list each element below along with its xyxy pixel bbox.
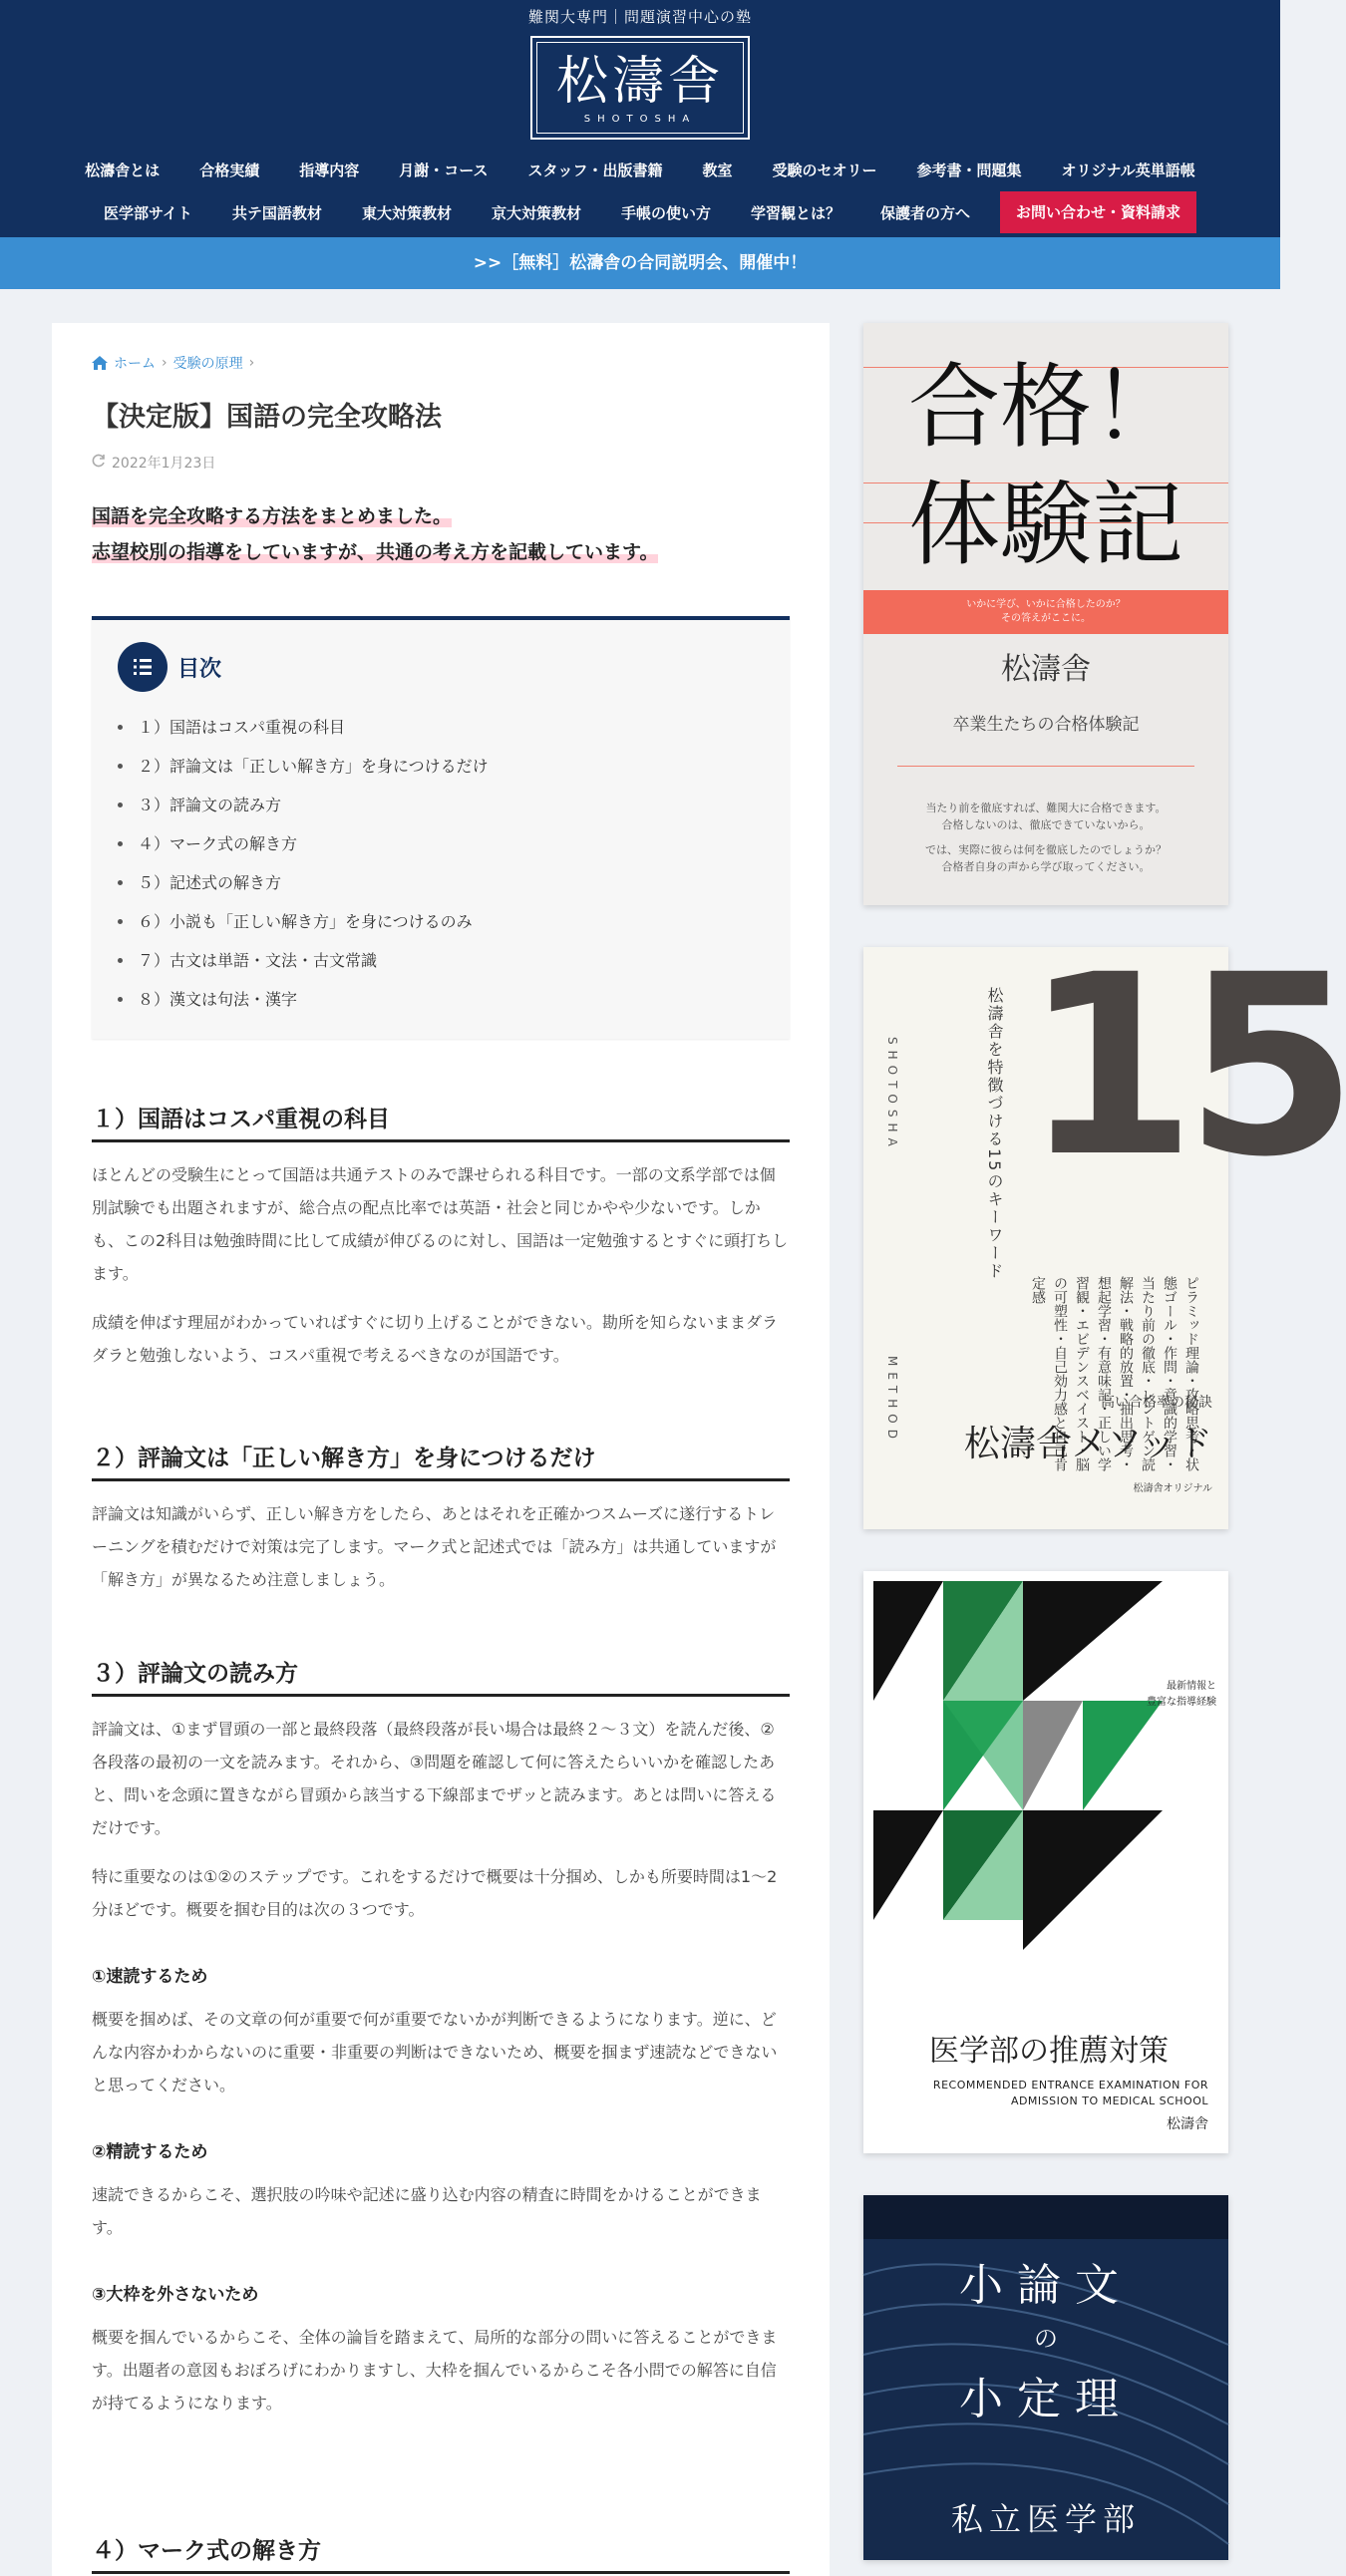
logo-main-text: 松濤舎 — [555, 51, 724, 112]
nav-item-planner[interactable]: 手帳の使い方 — [620, 203, 711, 222]
section-heading: ４）マーク式の解き方 — [92, 2532, 790, 2574]
book-banner-method[interactable] — [863, 921, 1346, 1529]
section-heading: ２）評論文は「正しい解き方」を身につけるだけ — [92, 1440, 790, 1481]
book2-number: 15 — [1023, 921, 1346, 1211]
book3-news-line: 最新情報と — [1167, 1681, 1216, 1692]
site-logo[interactable] — [530, 36, 750, 140]
sub-heading: ②精読するため — [92, 2142, 208, 2162]
nav-item-fees[interactable]: 月謝・コース — [399, 161, 489, 179]
nav-item-vocab[interactable]: オリジナル英単語帳 — [1061, 161, 1195, 179]
section-heading: ３）評論文の読み方 — [92, 1655, 790, 1697]
toc-item[interactable]: ２）評論文は「正しい解き方」を身につけるだけ — [138, 757, 489, 776]
book2-name: 松濤舎メソッド — [963, 1424, 1212, 1464]
site-tagline: 難関大専門｜問題演習中心の塾 — [527, 8, 752, 26]
book1-band-line1: いかに学び、いかに合格したのか？ — [966, 599, 1126, 610]
logo-sub-text: SHOTOSHA — [583, 113, 697, 125]
book-banner-medical-recommendation[interactable] — [863, 1571, 1228, 2153]
book3-publisher: 松濤舎 — [1167, 2116, 1208, 2132]
paragraph: 評論文は知識がいらず、正しい解き方をしたら、あとはそれを正確かつスムーズに遂行するトレーニングを積むだけで対策は完了します。マーク式と記述式では「読み方」は共通していますが「解き方」が異なるため注意しましょう。 — [92, 1504, 777, 1589]
paragraph: 成績を伸ばす理屈がわかっていればすぐに切り上げることができない。勘所を知らないままダラダラと勉強しないよう、コスパ重視で考えるべきなのが国語です。 — [92, 1313, 779, 1365]
article-card — [52, 323, 830, 2576]
section-heading: １）国語はコスパ重視の科目 — [92, 1101, 790, 1142]
list-icon — [118, 642, 168, 692]
section-1 — [92, 1101, 790, 1372]
book-banner-success-stories[interactable] — [863, 323, 1228, 905]
lead-line-1: 国語を完全攻略する方法をまとめました。 — [92, 505, 453, 527]
update-icon — [92, 454, 106, 472]
book1-subtitle: 卒業生たちの合格体験記 — [952, 715, 1140, 735]
global-nav-row-1 — [0, 152, 1280, 187]
lead-line-2: 志望校別の指導をしていますが、共通の考え方を記載しています。 — [92, 541, 659, 563]
toc-item[interactable]: １）国語はコスパ重視の科目 — [138, 718, 346, 737]
home-icon — [92, 356, 108, 370]
book1-title-line1: 合格！ — [907, 354, 1183, 461]
book2-side-bottom: METHOD — [885, 1356, 899, 1445]
book1-name: 松濤舎 — [1001, 652, 1091, 687]
nav-item-todai[interactable]: 東大対策教材 — [361, 203, 452, 222]
book1-band-line2: その答えがここに。 — [1001, 613, 1091, 624]
nav-item-about[interactable]: 松濤舎とは — [85, 161, 161, 179]
nav-item-kyodai[interactable]: 京大対策教材 — [491, 203, 581, 222]
paragraph: 評論文は、①まず冒頭の一部と最終段落（最終段落が長い場合は最終２〜３文）を読んだ後、②各段落の最初の一文を読みます。それから、③問題を確認して何に答えたらいいかを確認したあと、問いを念頭に置きながら冒頭から該当する下線部までザッと読みます。あとは問いに答えるだけです。 — [92, 1720, 777, 1837]
article-date — [92, 453, 215, 473]
book3-news-line: 豊富な指導経験 — [1147, 1697, 1216, 1708]
book4-line1: 小論文 — [959, 2260, 1133, 2311]
book3-en-line: ADMISSION TO MEDICAL SCHOOL — [1010, 2094, 1208, 2107]
nav-item-books[interactable]: 参考書・問題集 — [916, 161, 1022, 179]
toc-item[interactable]: ５）記述式の解き方 — [138, 873, 282, 892]
toc-title: 目次 — [177, 656, 222, 682]
book1-band — [863, 590, 1228, 634]
book1-text-line: では、実際に彼らは何を徹底したのでしょうか？ — [925, 843, 1167, 856]
toc-item[interactable]: ６）小説も「正しい解き方」を身につけるのみ — [138, 912, 473, 931]
book4-line3: 小定理 — [959, 2374, 1133, 2424]
nav-item-classroom[interactable]: 教室 — [702, 161, 733, 179]
section-3 — [92, 1655, 790, 2419]
book2-vertical-title: 松濤舎を特徴づける15のキーワード — [985, 987, 1004, 1281]
section-2 — [92, 1440, 790, 1596]
book1-text-line: 合格しないのは、徹底できていないから。 — [941, 818, 1151, 831]
paragraph: 特に重要なのは①②のステップです。これをするだけで概要は十分掴め、しかも所要時間は1〜2分ほどです。概要を掴む目的は次の３つです。 — [92, 1867, 778, 1919]
sub-heading: ①速読するため — [92, 1967, 208, 1987]
book2-keywords: ピラミッド理論・攻略思考・状態ゴール・作問・意識的学習・当たり前の徹底・レントゲン読解法・戦略的放置・抽出思考・想起学習・有意味記・正しい学習観・エビデンスベイスト・脳の可塑性・自己効力感と自己肯定感 — [1030, 1276, 1199, 1471]
book3-title: 医学部の推薦対策 — [929, 2034, 1169, 2069]
toc-item[interactable]: ８）漢文は句法・漢字 — [138, 990, 298, 1009]
paragraph: 速読できるからこそ、選択肢の吟味や記述に盛り込む内容の精査に時間をかけることができます。 — [92, 2185, 762, 2237]
global-nav-row-2 — [0, 191, 1280, 233]
nav-item-kyotest-japanese[interactable]: 共テ国語教材 — [231, 203, 322, 222]
book2-side-top: SHOTOSHA — [885, 1037, 899, 1152]
nav-item-learning-view[interactable]: 学習観とは？ — [750, 203, 841, 222]
book4-line2: の — [1034, 2325, 1058, 2353]
book4-line4: 私立医学部 — [950, 2500, 1141, 2538]
table-of-contents — [92, 616, 790, 1039]
book2-small: 高い合格率の秘訣 — [1101, 1395, 1212, 1411]
nav-item-medical[interactable]: 医学部サイト — [103, 203, 192, 222]
book1-text — [863, 800, 1228, 875]
article-title: 【決定版】国語の完全攻略法 — [92, 402, 442, 433]
book3-pattern — [863, 1571, 1228, 1990]
site-header — [0, 0, 1280, 237]
book1-text-line: 当たり前を徹底すれば、難関大に合格できます。 — [925, 802, 1167, 814]
book1-title-line2: 体験記 — [907, 472, 1183, 578]
nav-item-results[interactable]: 合格実績 — [199, 161, 260, 179]
article-date-text: 2022年1月23日 — [112, 456, 216, 472]
breadcrumb — [92, 353, 254, 373]
contact-button[interactable]: お問い合わせ・資料請求 — [1000, 191, 1196, 233]
book1-text-line: 合格者自身の声から学び取ってください。 — [941, 860, 1151, 873]
paragraph: 概要を掴めば、その文章の何が重要で何が重要でないかが判断できるようになります。逆に、どんな内容かわからないのに重要・非重要の判断はできないため、概要を掴まず速読などできないと思ってください。 — [92, 2010, 778, 2094]
notice-banner[interactable]: >>［無料］松濤舎の合同説明会、開催中！ — [0, 237, 1280, 289]
book-banner-essay[interactable] — [863, 2195, 1228, 2560]
breadcrumb-category[interactable]: 受験の原理 — [172, 356, 243, 372]
toc-list — [118, 708, 489, 1019]
breadcrumb-separator: › — [248, 355, 255, 371]
breadcrumb-home[interactable]: ホーム — [114, 356, 156, 372]
nav-item-teaching[interactable]: 指導内容 — [299, 161, 360, 179]
book2-original: 松濤舎オリジナル — [1133, 1483, 1212, 1494]
article-lead — [92, 498, 790, 570]
paragraph: 概要を掴んでいるからこそ、全体の論旨を踏まえて、局所的な部分の問いに答えることができます。出題者の意図もおぼろげにわかりますし、大枠を掴んでいるからこそ各小問での解答に自信が持てるようになります。 — [92, 2328, 778, 2413]
book3-en-line: RECOMMENDED ENTRANCE EXAMINATION FOR — [932, 2079, 1208, 2092]
toc-item[interactable]: ７）古文は単語・文法・古文常識 — [138, 951, 378, 970]
nav-item-parents[interactable]: 保護者の方へ — [880, 203, 971, 222]
nav-item-staff[interactable]: スタッフ・出版書籍 — [527, 161, 663, 179]
toc-item[interactable]: ３）評論文の読み方 — [138, 796, 282, 814]
paragraph: ほとんどの受験生にとって国語は共通テストのみで課せられる科目です。一部の文系学部では個別試験でも出題されますが、総合点の配点比率では英語・社会と同じかやや少ないです。しかも、この2科目は勉強時間に比して成績が伸びるのに対し、国語は一定勉強するとすぐに頭打ちします。 — [92, 1165, 789, 1283]
section-4 — [92, 2532, 790, 2574]
sub-heading: ③大枠を外さないため — [92, 2285, 259, 2305]
breadcrumb-separator: › — [162, 355, 168, 371]
nav-item-theory[interactable]: 受験のセオリー — [772, 161, 877, 179]
toc-item[interactable]: ４）マーク式の解き方 — [138, 834, 298, 853]
